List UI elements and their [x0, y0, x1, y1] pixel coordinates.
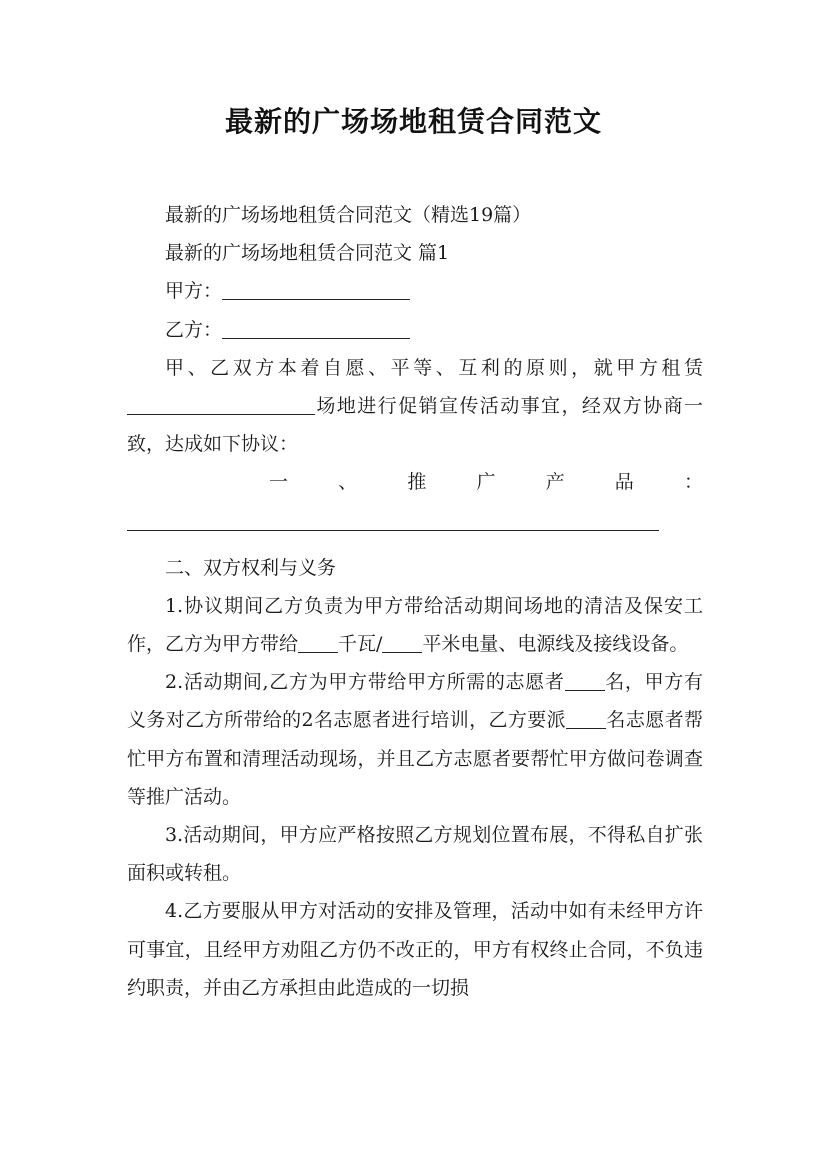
item1-char: 推	[407, 471, 427, 494]
volunteer-count-blank	[565, 668, 605, 691]
clause-1	[127, 587, 703, 663]
clause2-text-2: 名，甲方有义务对乙方所带给的2名志愿者进行培训，乙方要派	[127, 671, 703, 732]
kilowatt-blank	[298, 630, 338, 653]
item1-char: 、	[338, 471, 358, 494]
clause2-text-1: 2.活动期间,乙方为甲方带给甲方所需的志愿者	[165, 671, 565, 694]
party-b-line	[127, 311, 703, 349]
volunteer-assign-blank	[566, 706, 606, 729]
item1-char: 品	[614, 471, 634, 494]
party-a-blank	[222, 277, 410, 300]
document-title: 最新的广场场地租赁合同范文	[224, 105, 602, 138]
clause-2	[127, 663, 703, 816]
party-a-line	[127, 272, 703, 310]
item1-char: 一	[269, 471, 289, 494]
document-body	[127, 196, 703, 1007]
intro-paragraph	[127, 349, 703, 464]
clause-3: 3.活动期间，甲方应严格按照乙方规划位置布展，不得私自扩张面积或转租。	[127, 824, 703, 885]
intro-text-2: 场地进行促销宣传活动事宜，经双方协商一致，达成如下协议：	[127, 395, 703, 456]
party-a-label: 甲方：	[165, 280, 223, 303]
clause-4: 4.乙方要服从甲方对活动的安排及管理，活动中如有未经甲方许可事宜，且经甲方劝阻乙方仍不改正的，甲方有权终止合同，不负违约职责，并由乙方承担由此造成的一切损	[127, 900, 703, 999]
document-subtitle: 最新的广场场地租赁合同范文（精选19篇）	[165, 204, 532, 226]
clause2-text-3: 名志愿者帮忙甲方布置和清理活动现场，并且乙方志愿者要帮忙甲方做问卷调查等推广活动。	[127, 709, 703, 808]
item1-heading	[127, 463, 703, 501]
party-b-label: 乙方：	[165, 318, 223, 341]
product-blank	[127, 508, 659, 531]
item2-heading: 二、双方权利与义务	[165, 556, 337, 579]
intro-text-1: 甲、乙双方本着自愿、平等、互利的原则，就甲方租赁	[165, 356, 703, 379]
party-b-blank	[222, 316, 410, 339]
item1-char: 产	[545, 471, 565, 494]
sqm-blank	[382, 630, 422, 653]
venue-blank	[127, 392, 315, 415]
clause1-text-2: 千瓦/	[338, 633, 383, 656]
section-heading: 最新的广场场地租赁合同范文 篇1	[165, 242, 450, 265]
item1-char: ：	[683, 471, 703, 494]
item1-char: 广	[476, 471, 496, 494]
clause1-text-1: 1.协议期间乙方负责为甲方带给活动期间场地的清洁及保安工作，乙方为甲方带给	[127, 594, 703, 656]
clause1-text-3: 平米电量、电源线及接线设备。	[422, 633, 689, 656]
